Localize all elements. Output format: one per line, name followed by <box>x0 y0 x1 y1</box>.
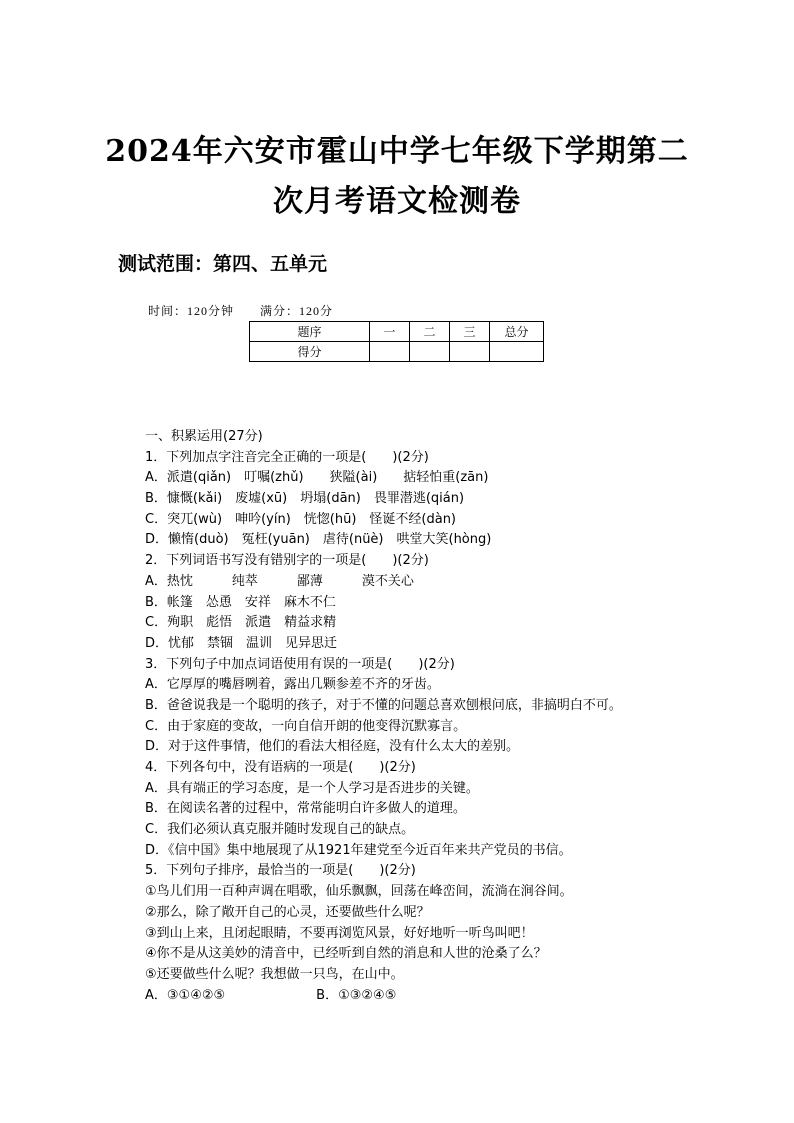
exam-meta <box>148 302 355 319</box>
sentence-item: ①鸟儿们用一百种声调在唱歌，仙乐飘飘，回荡在峰峦间，流淌在涧谷间。 <box>145 884 573 900</box>
question-stem: 4．下列各句中，没有语病的一项是( )(2分) <box>145 760 416 775</box>
header-cell: 总分 <box>490 322 544 342</box>
section-heading: 一、积累运用(27分) <box>145 429 263 444</box>
sentence-item: ②那么，除了敞开自己的心灵，还要做些什么呢？ <box>145 904 430 920</box>
answer-option: B．爸爸说我是一个聪明的孩子，对于不懂的问题总喜欢刨根问底，非搞明白不可。 <box>145 697 622 713</box>
answer-option: A．③①④②⑤ B．①③②④⑤ <box>145 987 397 1003</box>
time-limit: 时间：120分钟 <box>148 304 235 318</box>
score-table-score-row <box>250 342 544 362</box>
exam-questions <box>145 427 775 1006</box>
question-stem: 3．下列句子中加点词语使用有误的一项是( )(2分) <box>145 656 455 672</box>
answer-option: D．对于这件事情，他们的看法大相径庭，没有什么太大的差别。 <box>145 739 520 755</box>
score-cell <box>490 342 544 362</box>
answer-option: C．我们必须认真克服并随时发现自己的缺点。 <box>145 822 415 838</box>
score-cell <box>450 342 490 362</box>
answer-option: C．由于家庭的变故，一向自信开朗的他变得沉默寡言。 <box>145 718 467 734</box>
answer-option: C．突兀(wù) 呻吟(yín) 恍惚(hū) 怪诞不经(dàn) <box>145 511 457 527</box>
answer-option: A．它厚厚的嘴唇咧着，露出几颗参差不齐的牙齿。 <box>145 677 440 693</box>
header-cell: 题序 <box>250 322 370 342</box>
score-cell <box>370 342 410 362</box>
row-label-cell: 得分 <box>250 342 370 362</box>
answer-option: D．懒惰(duò) 冤枉(yuān) 虐待(nüè) 哄堂大笑(hòng) <box>145 532 492 548</box>
answer-option: C．殉职 彪悟 派遣 精益求精 <box>145 615 337 631</box>
question-stem: 2．下列词语书写没有错别字的一项是( )(2分) <box>145 553 429 569</box>
sentence-item: ④你不是从这美妙的清音中，已经听到自然的消息和人世的沧桑了么？ <box>145 946 547 962</box>
answer-option: B．帐篷 怂恿 安祥 麻木不仁 <box>145 594 336 610</box>
question-stem: 1．下列加点字注音完全正确的一项是( )(2分) <box>145 449 429 465</box>
exam-title-line-2: 次月考语文检测卷 <box>273 184 521 219</box>
sentence-item: ③到山上来，且闭起眼睛，不要再浏览风景，好好地听一听鸟叫吧！ <box>145 925 534 941</box>
answer-option: B．在阅读名著的过程中，常常能明白许多做人的道理。 <box>145 801 466 817</box>
test-scope: 测试范围：第四、五单元 <box>118 253 328 275</box>
header-cell: 一 <box>370 322 410 342</box>
score-table <box>249 321 544 362</box>
sentence-item: ⑤还要做些什么呢？我想做一只鸟，在山中。 <box>145 966 404 982</box>
answer-option: A．具有端正的学习态度，是一个人学习是否进步的关键。 <box>145 780 479 796</box>
answer-option: A．派遣(qiǎn) 叮嘱(zhǔ) 狭隘(ài) 掂轻怕重(zān) <box>145 470 489 486</box>
answer-option: D．《信中国》集中地展现了从1921年建党至今近百年来共产党员的书信。 <box>145 842 572 858</box>
answer-option: D．忧郁 禁锢 温训 见异思迁 <box>145 635 338 651</box>
score-table-header-row <box>250 322 544 342</box>
full-score: 满分：120分 <box>260 304 334 318</box>
header-cell: 二 <box>410 322 450 342</box>
score-cell <box>410 342 450 362</box>
exam-title-line-1: 2024年六安市霍山中学七年级下学期第二 <box>105 134 689 169</box>
question-stem: 5．下列句子排序，最恰当的一项是( )(2分) <box>145 863 416 879</box>
answer-option: A．热忱 纯萃 鄙薄 漠不关心 <box>145 573 414 589</box>
header-cell: 三 <box>450 322 490 342</box>
answer-option: B．慷慨(kǎi) 废墟(xū) 坍塌(dān) 畏罪潜逃(qián) <box>145 491 465 507</box>
